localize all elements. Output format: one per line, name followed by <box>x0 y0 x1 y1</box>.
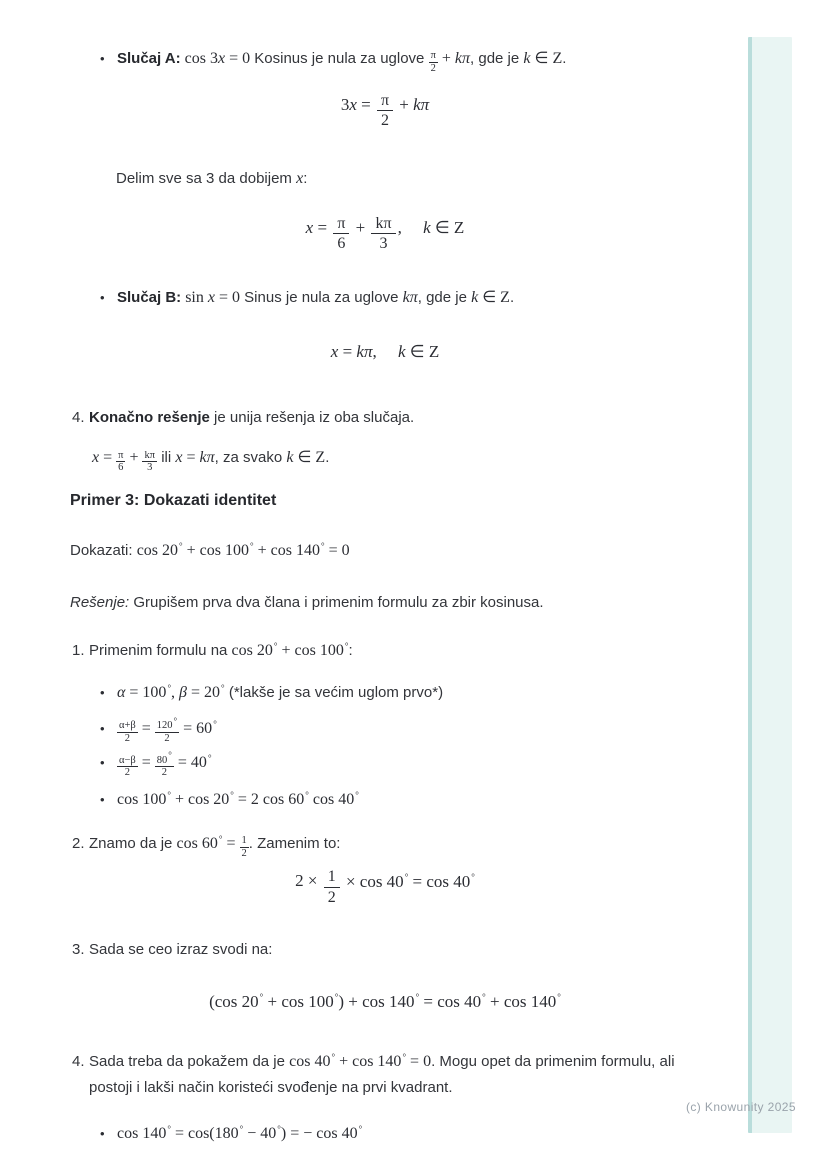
numbered-list-item <box>72 405 770 431</box>
math-variable-segment: kπ <box>356 342 373 362</box>
paragraph <box>70 538 770 564</box>
text-segment: Sada treba da pokažem da je <box>89 1052 290 1070</box>
math-segment: = <box>182 449 200 467</box>
text-segment: Primer 3: Dokazati identitet <box>70 491 277 509</box>
fraction-denominator: 2 <box>377 110 393 130</box>
math-variable-segment: kπ <box>413 94 430 114</box>
text-segment: . <box>325 449 330 467</box>
degree-symbol: ° <box>213 718 217 729</box>
math-segment: = 0 <box>214 289 240 307</box>
degree-symbol: ° <box>334 992 339 1003</box>
degree-symbol: ° <box>344 640 349 651</box>
degree-symbol: ° <box>404 872 409 883</box>
math-variable-segment: x <box>175 449 183 467</box>
bullet-list-item <box>100 1121 770 1147</box>
degree-symbol: ° <box>167 789 171 800</box>
math-segment: ∈ Z <box>478 289 510 307</box>
degree-symbol: ° <box>273 640 278 651</box>
math-variable-segment: x <box>349 94 357 114</box>
math-segment: sin <box>181 289 208 307</box>
bullet-icon: • <box>100 51 105 66</box>
math-segment: 2 × <box>295 871 322 891</box>
math-segment: cos 20° + cos 100° <box>231 640 349 659</box>
math-segment: = 20° <box>187 682 225 701</box>
display-formula <box>0 214 770 253</box>
fraction <box>333 214 349 253</box>
numbered-list-item <box>72 937 770 963</box>
math-segment: ∈ Z <box>430 218 465 238</box>
degree-symbol: ° <box>471 872 475 883</box>
degree-symbol: ° <box>320 540 325 551</box>
math-variable-segment: x <box>330 342 339 362</box>
bullet-item-text <box>117 680 714 706</box>
math-variable-segment: x <box>217 50 226 67</box>
math-variable-segment: x <box>207 289 215 307</box>
italic-text-segment: Rešenje: <box>70 593 130 611</box>
degree-symbol: ° <box>331 1051 336 1062</box>
math-variable-segment: k <box>397 342 406 362</box>
degree-symbol: ° <box>230 789 234 800</box>
fraction-numerator: π <box>430 50 436 62</box>
list-number: 2. <box>72 834 85 852</box>
text-segment: . <box>509 289 515 307</box>
display-formula <box>0 91 770 130</box>
math-variable-segment: k <box>471 289 479 307</box>
bullet-list-item <box>100 750 770 779</box>
numbered-list-item <box>72 1049 770 1101</box>
fraction-denominator: 2 <box>241 847 247 859</box>
degree-symbol: ° <box>167 682 172 693</box>
degree-symbol: ° <box>167 1123 171 1134</box>
math-variable-segment: x <box>305 218 314 238</box>
math-segment: = <box>338 342 357 362</box>
bullet-icon: • <box>100 684 105 700</box>
bullet-item-text <box>117 716 714 745</box>
section-heading <box>70 488 770 514</box>
fraction-numerator: α−β <box>119 754 136 766</box>
math-segment: 3 <box>340 94 350 114</box>
fraction-numerator: kπ <box>375 214 392 232</box>
math-segment: ∈ Z <box>293 449 326 467</box>
math-segment: + <box>125 449 143 467</box>
math-variable-segment: k <box>286 449 294 467</box>
math-segment: = 100°, <box>125 682 180 701</box>
text-segment: , za svako <box>214 449 287 467</box>
paragraph <box>70 590 770 616</box>
fraction-numerator: π <box>118 449 124 461</box>
fraction <box>240 835 249 859</box>
math-variable-segment: kπ <box>402 289 418 307</box>
right-accent-bar <box>748 37 792 1133</box>
degree-symbol: ° <box>168 750 172 761</box>
math-segment: = <box>313 218 332 238</box>
fraction <box>155 750 174 779</box>
degree-symbol: ° <box>557 992 561 1003</box>
math-segment: , <box>397 218 424 238</box>
text-segment: : <box>303 169 308 187</box>
math-segment: (cos 20° + cos 100°) + cos 140° = cos 40° + cos 140° <box>209 991 561 1011</box>
math-segment: = <box>137 754 155 772</box>
degree-symbol: ° <box>259 992 264 1003</box>
bullet-list-item <box>100 680 770 706</box>
math-variable-segment: x <box>92 449 100 467</box>
fraction <box>377 91 393 130</box>
degree-symbol: ° <box>358 1123 363 1134</box>
bullet-list-item <box>100 787 770 813</box>
math-segment: = <box>137 719 155 737</box>
text-segment: . Zamenim to: <box>248 834 341 852</box>
fraction-numerator: α+β <box>119 720 136 732</box>
fraction <box>324 867 340 906</box>
degree-symbol: ° <box>355 789 359 800</box>
math-segment: cos 140° = cos(180° − 40°) = − cos 40° <box>117 1123 363 1142</box>
fraction-numerator: 120° <box>156 715 178 732</box>
bullet-item-text <box>117 46 714 75</box>
copyright-watermark: (c) Knowunity 2025 <box>686 1100 796 1114</box>
numbered-list-item <box>72 638 770 664</box>
text-segment: Grupišem prva dva člana i primenim formulu za zbir kosinusa. <box>129 593 544 611</box>
fraction <box>429 50 438 74</box>
list-number: 3. <box>72 940 85 958</box>
degree-symbol: ° <box>402 1051 407 1062</box>
text-segment: Delim sve sa 3 da dobijem <box>116 169 297 187</box>
numbered-list-item <box>72 831 770 860</box>
degree-symbol: ° <box>250 540 254 551</box>
math-variable-segment: k <box>523 50 531 67</box>
fraction-denominator: 3 <box>142 461 157 474</box>
degree-symbol: ° <box>179 540 183 551</box>
math-segment: cos 100° + cos 20° = 2 cos 60° cos 40° <box>117 789 359 808</box>
math-segment: + <box>437 50 455 67</box>
fraction-denominator: 6 <box>333 233 349 253</box>
paragraph <box>92 445 770 474</box>
bullet-item-text <box>117 750 714 779</box>
bullet-list-item <box>100 716 770 745</box>
text-segment: , gde je <box>470 50 524 67</box>
degree-symbol: ° <box>173 715 178 726</box>
fraction-numerator: 1 <box>241 835 247 847</box>
fraction <box>155 715 179 744</box>
math-segment: cos 3 <box>180 50 218 67</box>
bullet-list-item <box>100 285 770 311</box>
degree-symbol: ° <box>415 992 420 1003</box>
fraction-numerator: kπ <box>144 449 156 461</box>
fraction-denominator: 2 <box>429 62 438 75</box>
math-segment: + <box>395 94 414 114</box>
bold-text-segment: Slučaj B: <box>117 289 182 307</box>
bullet-icon: • <box>100 791 105 807</box>
fraction-denominator: 2 <box>117 766 138 779</box>
bullet-icon: • <box>100 290 105 306</box>
math-segment: = 60° <box>179 718 217 737</box>
fraction-denominator: 2 <box>155 766 174 779</box>
fraction <box>371 214 395 253</box>
display-formula <box>0 867 770 906</box>
paragraph <box>116 166 770 192</box>
degree-symbol: ° <box>482 992 486 1003</box>
text-segment: . Mogu opet da primenim formulu, ali postoji i lakši način koristeći svođenje na prvi kvadrant. <box>89 1052 675 1096</box>
text-segment: Znamo da je <box>89 834 177 852</box>
fraction-denominator: 2 <box>155 732 179 745</box>
math-segment: = 0 <box>225 50 251 67</box>
math-segment: × cos 40° = cos 40° <box>341 871 475 891</box>
display-formula <box>0 339 770 365</box>
text-segment: Sada se ceo izraz svodi na: <box>89 940 273 958</box>
list-number: 4. <box>72 1052 85 1070</box>
fraction-numerator: π <box>337 214 346 232</box>
bullet-icon: • <box>100 1125 105 1141</box>
degree-symbol: ° <box>277 1123 281 1134</box>
fraction <box>117 720 138 744</box>
bullet-item-text <box>117 285 714 311</box>
math-segment: ∈ Z <box>405 342 440 362</box>
fraction-denominator: 2 <box>117 732 138 745</box>
math-variable-segment: k <box>423 218 431 238</box>
degree-symbol: ° <box>207 753 212 764</box>
bullet-item-text <box>117 787 714 813</box>
math-variable-segment: α <box>117 683 126 701</box>
math-variable-segment: β <box>179 683 188 701</box>
math-segment: cos 40° + cos 140° = 0 <box>289 1051 432 1070</box>
fraction-numerator: π <box>380 91 390 109</box>
degree-symbol: ° <box>239 1123 244 1134</box>
fraction-denominator: 2 <box>324 887 340 907</box>
text-segment: Sinus je nula za uglove <box>240 289 403 307</box>
math-segment: + <box>351 218 370 238</box>
math-variable-segment: kπ <box>199 449 215 467</box>
fraction <box>142 450 157 474</box>
fraction-numerator: 1 <box>327 868 336 886</box>
text-segment: je unija rešenja iz oba slučaja. <box>209 409 415 427</box>
text-segment: (*lakše je sa većim uglom prvo*) <box>224 683 444 701</box>
numbered-item-text <box>89 937 770 963</box>
text-segment: , gde je <box>417 289 472 307</box>
text-segment: : <box>348 641 353 659</box>
text-segment: Dokazati: <box>70 541 137 559</box>
bullet-list-item <box>100 46 770 75</box>
text-segment: ili <box>157 449 176 467</box>
degree-symbol: ° <box>221 682 225 693</box>
display-formula <box>0 989 770 1015</box>
list-number: 4. <box>72 409 85 427</box>
text-segment: Kosinus je nula za uglove <box>250 50 429 67</box>
numbered-item-text <box>89 405 770 431</box>
math-segment: = <box>356 94 375 114</box>
math-variable-segment: kπ <box>454 50 471 67</box>
numbered-item-text <box>89 1049 770 1101</box>
bullet-icon: • <box>100 720 105 736</box>
bold-text-segment: Slučaj A: <box>117 50 181 67</box>
math-variable-segment: x <box>296 169 304 187</box>
numbered-item-text <box>89 638 770 664</box>
bullet-item-text <box>117 1121 714 1147</box>
degree-symbol: ° <box>218 833 223 844</box>
math-segment: cos 60° = <box>176 833 240 852</box>
math-segment: cos 20° + cos 100° + cos 140° = 0 <box>136 540 350 559</box>
text-segment: Primenim formulu na <box>89 641 232 659</box>
text-segment: . <box>562 50 567 67</box>
degree-symbol: ° <box>305 789 309 800</box>
fraction <box>117 755 138 779</box>
bullet-icon: • <box>100 755 105 771</box>
math-segment: ∈ Z <box>530 50 563 67</box>
math-segment: , <box>372 342 398 362</box>
math-segment: = 40° <box>173 753 212 772</box>
math-segment: = <box>99 449 117 467</box>
fraction-numerator: 80° <box>156 750 172 766</box>
bold-text-segment: Konačno rešenje <box>89 409 210 427</box>
numbered-item-text <box>89 831 770 860</box>
fraction-denominator: 6 <box>116 461 125 474</box>
fraction-denominator: 3 <box>371 233 395 253</box>
list-number: 1. <box>72 641 85 659</box>
